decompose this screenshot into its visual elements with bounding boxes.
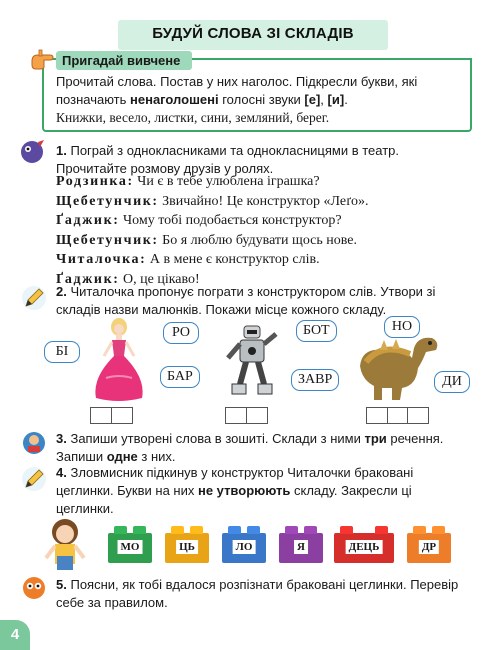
letter-brick[interactable] xyxy=(108,533,152,563)
speaker: Ґаджик: xyxy=(56,271,120,287)
reminder-text xyxy=(56,73,466,109)
reminder-dot: . xyxy=(344,92,348,107)
task3-text xyxy=(56,430,471,466)
write-task-icon xyxy=(20,430,48,456)
letter-brick[interactable] xyxy=(279,533,323,563)
task5-instruction: Поясни, як тобі вдалося розпізнати браковані цеглинки. Перевір себе за правилом. xyxy=(56,577,459,610)
brick-stud xyxy=(190,526,203,534)
speaker: Ґаджик: xyxy=(56,213,120,228)
reminder-comma: , xyxy=(320,92,328,107)
theatre-bird-icon xyxy=(18,138,46,164)
dialog-text: О, це цікаво! xyxy=(119,271,200,287)
syllable-tag[interactable]: БІ xyxy=(44,341,80,363)
robot-picture xyxy=(222,322,282,404)
task3-text-part: Запиши утворені слова в зошиті. Склади з ними xyxy=(70,431,365,446)
brick-stud xyxy=(375,526,388,534)
brick-stud xyxy=(247,526,260,534)
answer-slot[interactable] xyxy=(407,407,429,424)
syllable-tag[interactable]: ДИ xyxy=(434,371,470,393)
doll-picture xyxy=(88,318,150,404)
dialog-text: Чому тобі подобається конструктор? xyxy=(119,213,342,228)
answer-slots xyxy=(225,407,266,424)
speaker: Родзинка: xyxy=(56,174,134,189)
dialog-line xyxy=(56,231,466,251)
task1-number: 1. xyxy=(56,143,67,158)
brick-label: ДЕЦЬ xyxy=(346,540,383,554)
girl-picture xyxy=(40,516,90,576)
brick-stud xyxy=(114,526,127,534)
dialog-text: А в мене є конструктор слів. xyxy=(146,252,320,267)
letter-brick[interactable] xyxy=(407,533,451,563)
pencil-icon xyxy=(20,285,48,311)
speaker: Щебетунчик: xyxy=(56,232,159,248)
answer-slot[interactable] xyxy=(366,407,388,424)
answer-slot[interactable] xyxy=(246,407,268,424)
task4-text-part: Зловмисник підкинув у конструктор Читалочки браковані цеглинки. Букви на них xyxy=(56,465,414,498)
brick-stud xyxy=(171,526,184,534)
pencil-icon xyxy=(20,466,48,492)
dialog-text: Звичайно! Це конструктор «Леґо». xyxy=(158,193,369,209)
syllable-tag[interactable]: РО xyxy=(163,322,199,344)
syllable-tag[interactable]: БАР xyxy=(160,366,200,388)
answer-slot[interactable] xyxy=(387,407,409,424)
task3-text-part: речення. Запиши xyxy=(56,431,444,464)
task3-bold: три xyxy=(364,431,387,446)
task4-text-part: складу. Закресли ці цеглинки. xyxy=(56,483,412,516)
brick-stud xyxy=(432,526,445,534)
sound-y: [и] xyxy=(327,92,345,107)
dialog-line xyxy=(56,172,466,192)
task1-instruction: Пограй з однокласниками та однокласницями в театр. Прочитайте розмову друзів у ролях. xyxy=(56,143,400,176)
task2-number: 2. xyxy=(56,284,67,299)
reminder-label: Пригадай вивчене xyxy=(56,51,192,70)
answer-slots xyxy=(90,407,131,424)
brick-stud xyxy=(228,526,241,534)
task2-text xyxy=(56,283,471,319)
dialog-line xyxy=(56,192,466,212)
task3-bold: одне xyxy=(106,449,138,464)
page-title: БУДУЙ СЛОВА ЗІ СКЛАДІВ xyxy=(152,25,354,42)
reminder-text-part: голосні звуки xyxy=(218,92,305,107)
answer-slot[interactable] xyxy=(111,407,133,424)
dinosaur-picture xyxy=(352,328,442,404)
dialog-text: Бо я люблю будувати щось нове. xyxy=(158,232,357,248)
brick-label: ДР xyxy=(419,540,439,554)
answer-slot[interactable] xyxy=(225,407,247,424)
brick-label: МО xyxy=(118,540,143,554)
syllable-tag[interactable]: БОТ xyxy=(296,320,337,342)
task5-text xyxy=(56,576,471,612)
letter-brick[interactable] xyxy=(222,533,266,563)
pointing-hand-icon xyxy=(30,49,58,71)
brick-stud xyxy=(413,526,426,534)
dialog-line xyxy=(56,211,466,231)
task4-bold: не утворюють xyxy=(197,483,291,498)
task2-instruction: Читалочка пропонує пограти з конструктором слів. Утвори зі складів назви малюнків. Покажи місце кожного складу. xyxy=(56,284,436,317)
reminder-text-part: Прочитай слова. Постав у них наголос. Підкресли букви, які позначають xyxy=(56,74,418,107)
letter-brick[interactable] xyxy=(165,533,209,563)
sound-e: [е] xyxy=(304,92,321,107)
task3-text-part: з них. xyxy=(137,449,176,464)
brick-label: ЛО xyxy=(233,540,256,554)
thinking-owl-icon xyxy=(20,574,48,600)
dialog-text: Чи є в тебе улюблена іграшка? xyxy=(133,174,320,189)
dialog-line xyxy=(56,250,466,270)
answer-slot[interactable] xyxy=(90,407,112,424)
answer-slots xyxy=(366,407,428,424)
reminder-bold: ненаголошені xyxy=(130,92,219,107)
reminder-words: Книжки, весело, листки, сини, земляний, берег. xyxy=(56,110,330,125)
task4-text xyxy=(56,464,471,518)
task5-number: 5. xyxy=(56,577,67,592)
brick-stud xyxy=(133,526,146,534)
speaker: Читалочка: xyxy=(56,252,147,267)
syllable-tag[interactable]: НО xyxy=(384,316,420,338)
task3-number: 3. xyxy=(56,431,67,446)
syllable-tag[interactable]: ЗАВР xyxy=(291,369,339,391)
speaker: Щебетунчик: xyxy=(56,193,159,209)
brick-label: ЦЬ xyxy=(176,540,198,554)
brick-stud xyxy=(340,526,353,534)
brick-stud xyxy=(285,526,298,534)
brick-label: Я xyxy=(294,540,308,554)
page-number: 4 xyxy=(0,620,30,650)
task4-number: 4. xyxy=(56,465,67,480)
letter-brick[interactable] xyxy=(334,533,394,563)
brick-stud xyxy=(304,526,317,534)
dialog-block xyxy=(56,172,466,289)
